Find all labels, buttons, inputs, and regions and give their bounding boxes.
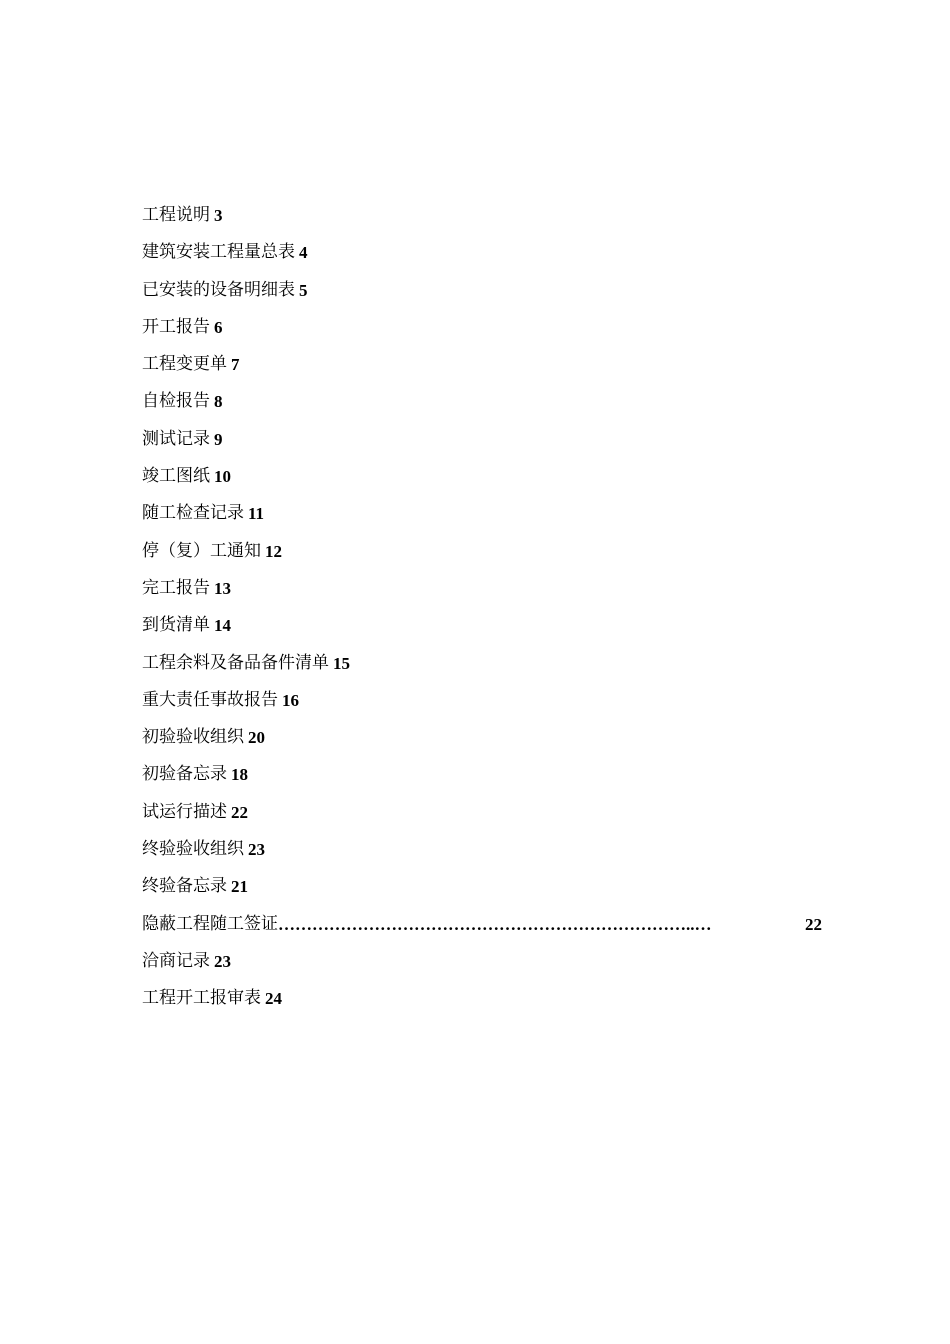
toc-entry[interactable] xyxy=(142,756,822,793)
toc-entry-title: 工程变更单 xyxy=(142,354,227,375)
toc-entry[interactable] xyxy=(142,719,822,756)
toc-entry[interactable] xyxy=(142,458,822,495)
toc-entry-page: 13 xyxy=(214,578,231,598)
toc-entry[interactable] xyxy=(142,794,822,831)
toc-entry-page: 22 xyxy=(805,914,822,934)
toc-entry[interactable] xyxy=(142,607,822,644)
toc-entry-page: 12 xyxy=(265,541,282,561)
toc-entry-page: 8 xyxy=(214,392,223,412)
toc-entry-title: 已安装的设备明细表 xyxy=(142,279,295,300)
toc-entry-title: 自检报告 xyxy=(142,391,210,412)
toc-entry-page: 16 xyxy=(282,690,299,710)
toc-entry-title: 工程余料及备品备件清单 xyxy=(142,652,329,673)
toc-entry-page: 23 xyxy=(214,951,231,971)
toc-entry-page: 5 xyxy=(299,280,308,300)
toc-entry-page: 21 xyxy=(231,877,248,897)
toc-entry-title: 建筑安装工程量总表 xyxy=(142,242,295,263)
toc-entry-page: 7 xyxy=(231,355,240,375)
toc-entry-title: 洽商记录 xyxy=(142,950,210,971)
toc-entry-page: 18 xyxy=(231,765,248,785)
toc-entry[interactable] xyxy=(142,309,822,346)
toc-entry-title: 工程说明 xyxy=(142,205,210,225)
toc-entry-title: 停（复）工通知 xyxy=(142,540,261,561)
toc-entry[interactable] xyxy=(142,682,822,719)
toc-entry[interactable] xyxy=(142,383,822,420)
toc-entry-page: 4 xyxy=(299,243,308,263)
toc-entry-title: 随工检查记录 xyxy=(142,503,244,524)
toc-entry[interactable] xyxy=(142,421,822,458)
toc-entry[interactable] xyxy=(142,346,822,383)
toc-entry-title: 测试记录 xyxy=(142,428,210,449)
toc-entry-title: 隐蔽工程随工签证 xyxy=(142,913,278,934)
toc-entry-page: 20 xyxy=(248,728,265,748)
toc-entry-page: 14 xyxy=(214,616,231,636)
toc-entry[interactable] xyxy=(142,645,822,682)
toc-entry[interactable] xyxy=(142,197,822,234)
toc-entry[interactable] xyxy=(142,495,822,532)
toc-entry[interactable] xyxy=(142,943,822,980)
toc-entry-title: 重大责任事故报告 xyxy=(142,689,278,710)
toc-entry-title: 完工报告 xyxy=(142,577,210,598)
toc-entry-title: 试运行描述 xyxy=(142,801,227,822)
toc-entry-page: 6 xyxy=(214,317,223,337)
toc-entry[interactable] xyxy=(142,831,822,868)
toc-entry-title: 开工报告 xyxy=(142,316,210,337)
toc-entry-title: 初验备忘录 xyxy=(142,764,227,785)
toc-entry-title: 到货清单 xyxy=(142,615,210,636)
toc-entry[interactable] xyxy=(142,906,822,943)
toc-entry-page: 24 xyxy=(265,989,282,1009)
toc-entry[interactable] xyxy=(142,980,822,1017)
toc-entry-page: 11 xyxy=(248,504,265,524)
toc-entry-title: 初验验收组织 xyxy=(142,727,244,748)
toc-entry[interactable] xyxy=(142,272,822,309)
toc-entry[interactable] xyxy=(142,868,822,905)
toc-entry-title: 终验备忘录 xyxy=(142,876,227,897)
toc-entry-title: 竣工图纸 xyxy=(142,466,210,487)
toc-entry[interactable] xyxy=(142,234,822,271)
toc-entry-page: 23 xyxy=(248,840,265,860)
toc-entry-page: 3 xyxy=(214,206,223,225)
toc-entry-page: 22 xyxy=(231,802,248,822)
table-of-contents xyxy=(142,197,822,1018)
toc-dot-leader: ………………………………………………………………..… xyxy=(278,914,712,934)
toc-entry-page: 15 xyxy=(333,653,350,673)
toc-entry-title: 工程开工报审表 xyxy=(142,988,261,1009)
toc-entry[interactable] xyxy=(142,570,822,607)
toc-entry[interactable] xyxy=(142,533,822,570)
toc-entry-page: 10 xyxy=(214,467,231,487)
toc-entry-title: 终验验收组织 xyxy=(142,839,244,860)
toc-entry-page: 9 xyxy=(214,429,223,449)
